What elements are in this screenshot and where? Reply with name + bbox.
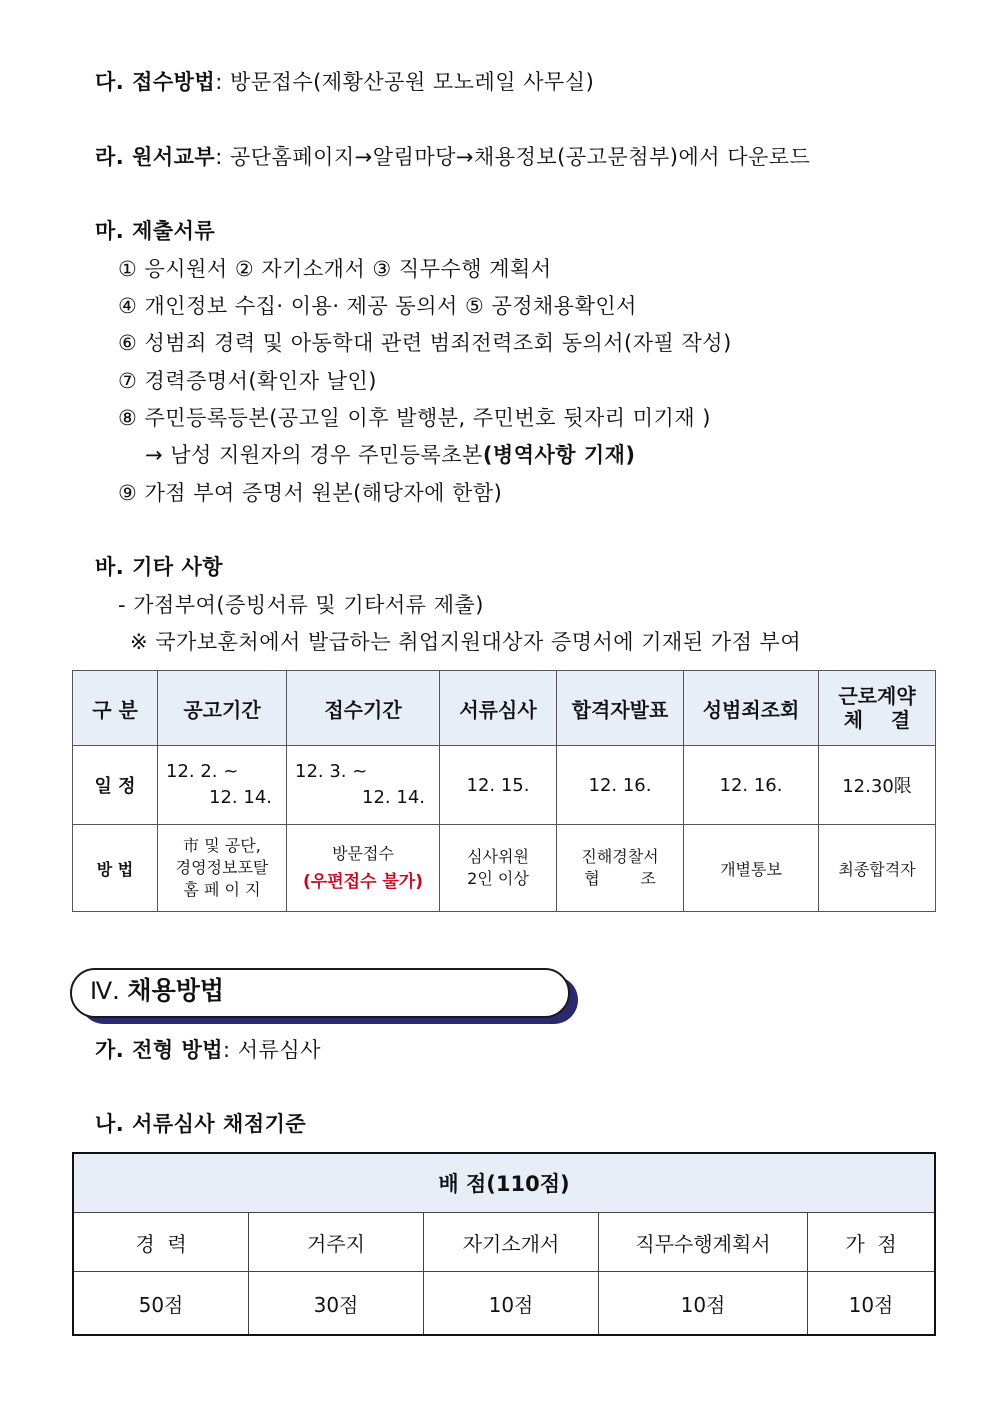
notice-start: 12. 2. ~ — [166, 761, 239, 782]
documents-item: ⑦ 경력증명서(확인자 날인) — [118, 369, 377, 393]
documents-item: ① 응시원서 ② 자기소개서 ③ 직무수행 계획서 — [118, 257, 552, 281]
score-title-row — [73, 1153, 935, 1213]
review-method-b: 2인 이상 — [467, 869, 529, 888]
score-value-residence: 30점 — [249, 1272, 424, 1336]
etc-heading: 바. 기타 사항 — [95, 555, 224, 579]
documents-item: ⑥ 성범죄 경력 및 아동학대 관련 범죄전력조회 동의서(자필 작성) — [118, 331, 732, 355]
announce-method-b: 협 조 — [584, 869, 656, 888]
score-header-residence: 거주지 — [249, 1213, 424, 1272]
documents-subnote — [145, 441, 636, 469]
score-value-career: 50점 — [73, 1272, 249, 1336]
schedule-header-receipt: 접수기간 — [287, 671, 440, 746]
schedule-receipt-method — [287, 825, 440, 912]
schedule-notice-dates — [158, 746, 287, 825]
scoring-heading: 나. 서류심사 채점기준 — [95, 1112, 307, 1136]
schedule-header-row — [73, 671, 936, 746]
schedule-table — [72, 670, 936, 912]
banner-roman: Ⅳ. — [90, 977, 120, 1005]
schedule-contract-method: 최종합격자 — [819, 825, 936, 912]
schedule-header-category: 구 분 — [73, 671, 158, 746]
review-method-a: 심사위원 — [467, 847, 529, 866]
schedule-header-notice: 공고기간 — [158, 671, 287, 746]
schedule-header-announce: 합격자발표 — [557, 671, 684, 746]
notice-end: 12. 14. — [209, 787, 272, 808]
documents-heading: 마. 제출서류 — [95, 219, 216, 243]
schedule-row-methods — [73, 825, 936, 912]
score-header-row — [73, 1213, 935, 1272]
etc-line-1: - 가점부여(증빙서류 및 기타서류 제출) — [118, 593, 484, 617]
documents-item: ④ 개인정보 수집· 이용· 제공 동의서 ⑤ 공정채용확인서 — [118, 294, 637, 318]
documents-item: ⑨ 가점 부여 증명서 원본(해당자에 한함) — [118, 481, 503, 505]
documents-item: ⑧ 주민등록등본(공고일 이후 발행분, 주민번호 뒷자리 미기재 ) — [118, 406, 711, 430]
receipt-end: 12. 14. — [362, 787, 425, 808]
score-value-row — [73, 1272, 935, 1336]
score-value-bonus: 10점 — [808, 1272, 936, 1336]
schedule-announce-method — [557, 825, 684, 912]
schedule-header-contract-a: 근로계약 — [838, 684, 916, 708]
application-form-label: 라. 원서교부 — [95, 145, 216, 169]
receipt-method-text: : 방문접수(제황산공원 모노레일 사무실) — [215, 70, 595, 94]
schedule-announce-date: 12. 16. — [557, 746, 684, 825]
schedule-row-label: 일 정 — [73, 746, 158, 825]
selection-method-line — [95, 1036, 321, 1064]
schedule-review-date: 12. 15. — [440, 746, 557, 825]
documents-subnote-bold: (병역사항 기재) — [482, 443, 636, 467]
section-banner — [70, 968, 580, 1026]
banner-heading: 채용방법 — [127, 976, 225, 1005]
selection-method-label: 가. 전형 방법 — [95, 1038, 224, 1062]
schedule-header-contract-b: 체 결 — [843, 708, 911, 732]
score-header-career: 경 력 — [73, 1213, 249, 1272]
announce-method-a: 진해경찰서 — [581, 847, 659, 866]
documents-subnote-text: → 남성 지원자의 경우 주민등록초본 — [145, 443, 483, 467]
schedule-notice-method — [158, 825, 287, 912]
score-table — [72, 1152, 936, 1336]
selection-method-text: : 서류심사 — [223, 1038, 321, 1062]
receipt-method-line — [95, 68, 594, 96]
receipt-method-warning: (우편접수 불가) — [303, 872, 423, 892]
schedule-row-label: 방 법 — [73, 825, 158, 912]
schedule-header-contract — [819, 671, 936, 746]
schedule-header-crime: 성범죄조회 — [684, 671, 819, 746]
banner-title — [90, 976, 224, 1006]
score-value-plan: 10점 — [599, 1272, 808, 1336]
score-title: 배 점(110점) — [73, 1153, 935, 1213]
receipt-start: 12. 3. ~ — [295, 761, 368, 782]
receipt-method-main: 방문접수 — [332, 844, 394, 863]
receipt-method-label: 다. 접수방법 — [95, 70, 216, 94]
score-header-bonus: 가 점 — [808, 1213, 936, 1272]
notice-method-line: 市 및 공단, — [183, 836, 261, 855]
notice-method-line: 홈 페 이 지 — [183, 880, 261, 899]
schedule-contract-date: 12.30限 — [819, 746, 936, 825]
schedule-receipt-dates — [287, 746, 440, 825]
schedule-review-method — [440, 825, 557, 912]
schedule-row-dates — [73, 746, 936, 825]
etc-line-2: ※ 국가보훈처에서 발급하는 취업지원대상자 증명서에 기재된 가점 부여 — [130, 630, 802, 654]
application-form-text: : 공단홈페이지→알림마당→채용정보(공고문첨부)에서 다운로드 — [215, 145, 811, 169]
application-form-line — [95, 143, 810, 171]
schedule-crime-date: 12. 16. — [684, 746, 819, 825]
notice-method-line: 경영정보포탈 — [175, 858, 269, 877]
score-value-intro: 10점 — [424, 1272, 599, 1336]
score-header-intro: 자기소개서 — [424, 1213, 599, 1272]
score-header-plan: 직무수행계획서 — [599, 1213, 808, 1272]
schedule-header-review: 서류심사 — [440, 671, 557, 746]
schedule-crime-method: 개별통보 — [684, 825, 819, 912]
